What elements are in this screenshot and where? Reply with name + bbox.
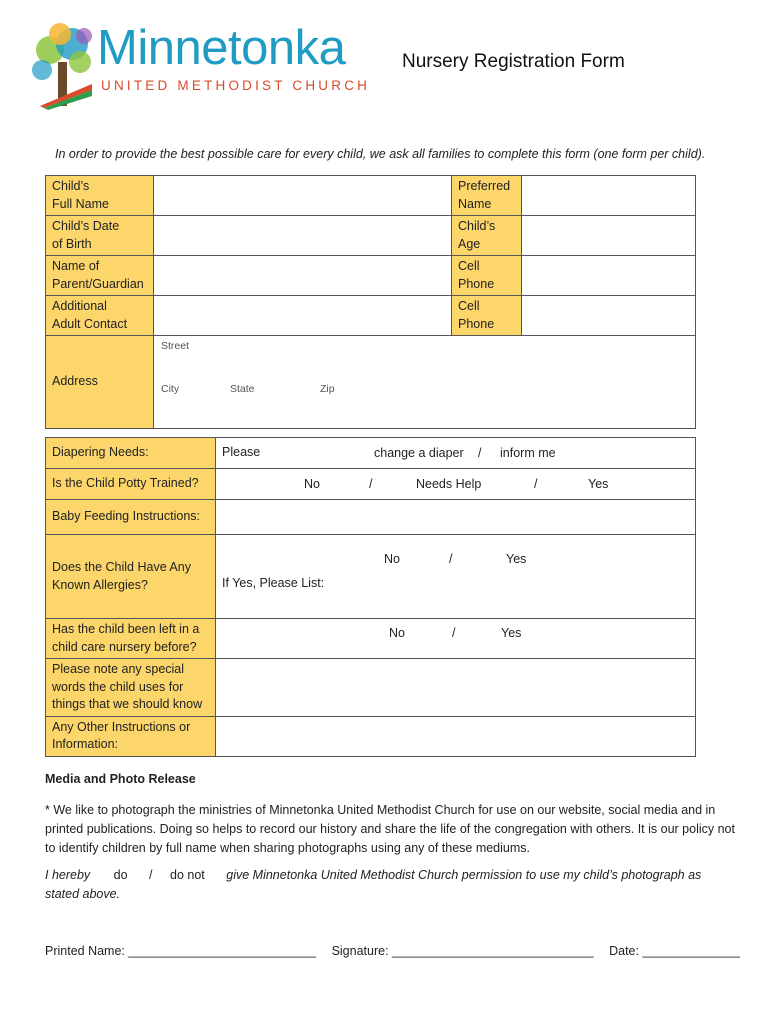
nursery-no-option[interactable]: No [389, 626, 405, 640]
allergies-slash: / [449, 552, 453, 566]
tree-icon [32, 23, 92, 110]
nursery-yes-option[interactable]: Yes [501, 626, 522, 640]
intro-text: In order to provide the best possible care for every child, we ask all families to complete this form (one form per child). [55, 147, 706, 161]
preferred-name-label: Preferred Name [452, 176, 522, 216]
special-words-label: Please note any special words the child uses for things that we should know [46, 659, 216, 717]
consent-give-text: give Minnetonka United Methodist Church permission to use my child’s photograph as [226, 868, 702, 882]
signature-field[interactable]: Signature: _____________________________ [331, 944, 594, 958]
allergies-list-label: If Yes, Please List: [222, 576, 325, 590]
feeding-label: Baby Feeding Instructions: [46, 500, 216, 535]
potty-label: Is the Child Potty Trained? [46, 469, 216, 500]
zip-hint: Zip [320, 383, 335, 395]
logo-wordmark: Minnetonka [97, 21, 346, 75]
city-hint: City [161, 383, 180, 395]
potty-slash-2: / [534, 477, 538, 491]
allergies-yes-option[interactable]: Yes [506, 552, 527, 566]
other-instructions-label: Any Other Instructions or Information: [46, 716, 216, 756]
street-hint: Street [161, 340, 190, 352]
additional-contact-field[interactable] [154, 296, 452, 336]
cell-phone-field-2[interactable] [522, 296, 696, 336]
age-label: Child’s Age [452, 216, 522, 256]
diapering-inform-option[interactable]: inform me [500, 446, 556, 460]
diapering-please: Please [222, 445, 261, 460]
diapering-change-option[interactable]: change a diaper [374, 446, 464, 460]
cell-phone-field-1[interactable] [522, 256, 696, 296]
signature-line [45, 944, 740, 958]
parent-label: Name of Parent/Guardian [46, 256, 154, 296]
feeding-field[interactable] [216, 500, 696, 535]
age-field[interactable] [522, 216, 696, 256]
dob-field[interactable] [154, 216, 452, 256]
allergies-no-option[interactable]: No [384, 552, 400, 566]
address-field[interactable] [154, 336, 696, 429]
consent-stated-text: stated above. [45, 887, 121, 901]
care-table [45, 437, 696, 757]
logo-subtitle: UNITED METHODIST CHURCH [101, 78, 371, 93]
consent-do-not-option[interactable]: do not [170, 868, 205, 882]
potty-options[interactable] [216, 469, 696, 500]
preferred-name-field[interactable] [522, 176, 696, 216]
state-hint: State [230, 383, 255, 395]
parent-field[interactable] [154, 256, 452, 296]
nursery-slash: / [452, 626, 456, 640]
special-words-field[interactable] [216, 659, 696, 717]
potty-help-option[interactable]: Needs Help [416, 477, 482, 491]
nursery-options[interactable] [216, 619, 696, 659]
diapering-label: Diapering Needs: [46, 438, 216, 469]
child-info-table [45, 175, 696, 429]
other-instructions-field[interactable] [216, 716, 696, 756]
nursery-label: Has the child been left in a child care nursery before? [46, 619, 216, 659]
diapering-slash: / [478, 446, 482, 460]
hereby-text: I hereby [45, 868, 91, 882]
cell-phone-label-1: Cell Phone [452, 256, 522, 296]
address-label: Address [46, 336, 154, 429]
media-release-heading: Media and Photo Release [45, 772, 196, 786]
form-title: Nursery Registration Form [402, 51, 625, 72]
potty-yes-option[interactable]: Yes [588, 477, 609, 491]
potty-no-option[interactable]: No [304, 477, 320, 491]
consent-slash: / [149, 868, 153, 882]
diapering-options[interactable] [216, 438, 696, 469]
potty-slash-1: / [369, 477, 373, 491]
date-field[interactable]: Date: ______________ [609, 944, 740, 958]
dob-label: Child’s Date of Birth [46, 216, 154, 256]
printed-name-field[interactable]: Printed Name: ___________________________ [45, 944, 317, 958]
consent-do-option[interactable]: do [113, 868, 128, 882]
child-name-label: Child’s Full Name [46, 176, 154, 216]
child-name-field[interactable] [154, 176, 452, 216]
cell-phone-label-2: Cell Phone [452, 296, 522, 336]
allergies-options[interactable] [216, 535, 696, 619]
media-release-paragraph: * We like to photograph the ministries of Minnetonka United Methodist Church for use on our website, social media and in printed publications. Doing so helps to record our history and share the life of the congregation with others. It is our policy not to identify children by full name when sharing photographs using any of these mediums. [45, 803, 735, 855]
media-consent [45, 866, 735, 904]
allergies-label: Does the Child Have Any Known Allergies? [46, 535, 216, 619]
additional-contact-label: Additional Adult Contact [46, 296, 154, 336]
